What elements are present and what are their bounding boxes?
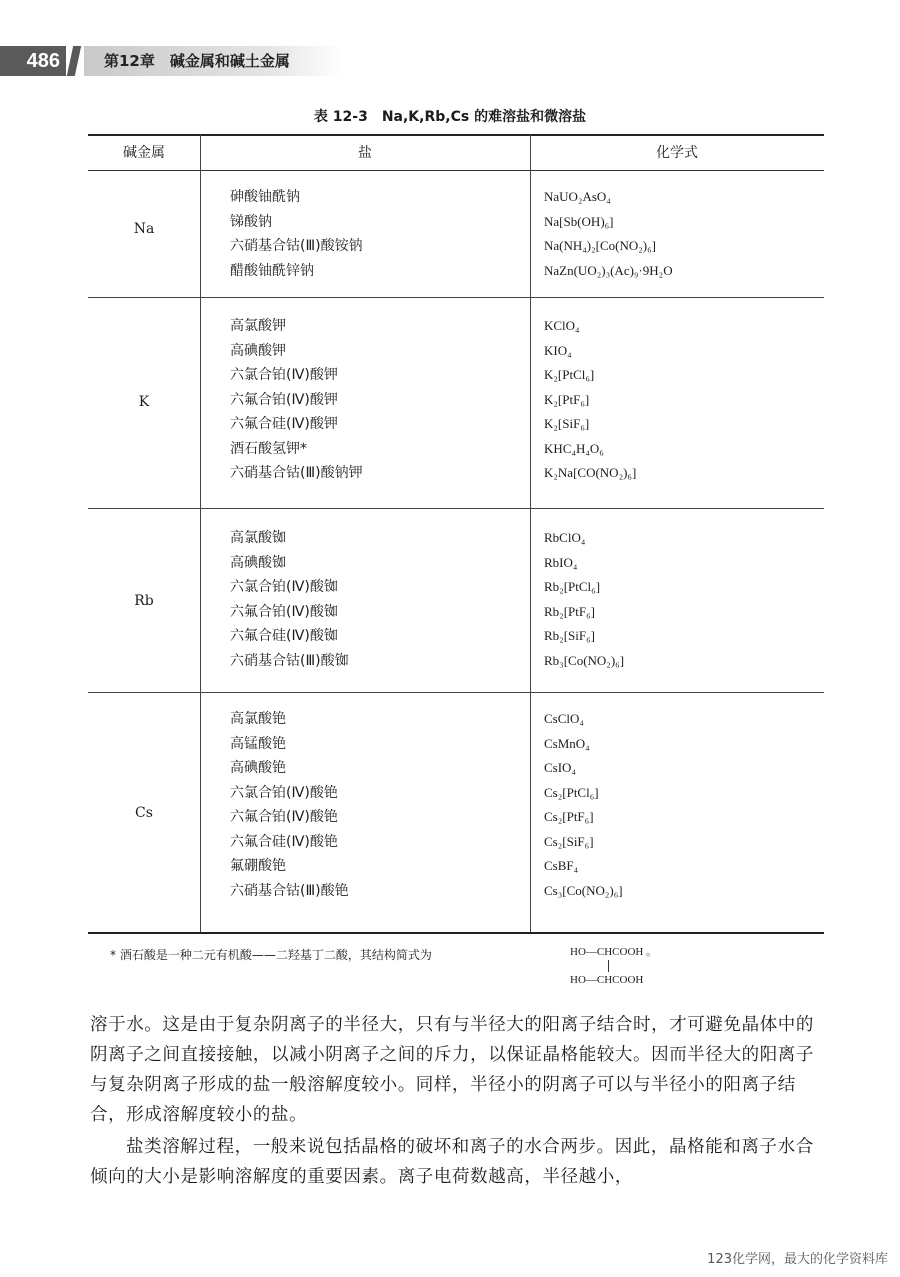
- salt-cell: 六氯合铂(Ⅳ)酸铷: [230, 579, 338, 595]
- metal-label: Rb: [134, 593, 154, 609]
- salt-cell: 氟硼酸铯: [230, 858, 286, 874]
- salt-cell: 酒石酸氢钾*: [230, 440, 307, 457]
- salt-cell: 六氯合铂(Ⅳ)酸铯: [230, 784, 338, 801]
- formula-cell: Cs₂[PtF₆]: [544, 809, 594, 824]
- header-decoration: [67, 46, 81, 76]
- table-header-row: [88, 136, 824, 170]
- formula-cell: CsBF₄: [544, 858, 579, 873]
- salt-list: [230, 314, 560, 486]
- formula-cell: KIO₄: [544, 342, 572, 358]
- salt-cell: 高碘酸铯: [230, 760, 286, 776]
- formula-cell: CsMnO₄: [544, 735, 590, 751]
- body-paragraph: 溶于水。这是由于复杂阴离子的半径大，只有与半径大的阳离子结合时，才可避免晶体中的阴离子之间直接接触，以减小阴离子之间的斥力，以保证晶格能较大。因而半径大的阳离子与复杂阴离子形成的盐一般溶解度较小。同样，半径小的阴离子可以与半径小的阳离子结合，形成溶解度较小的盐。: [90, 1015, 814, 1125]
- formula-cell: K₂[PtCl₆]: [544, 367, 595, 382]
- salt-cell: 六硝基合钴(Ⅲ)酸钠钾: [230, 465, 363, 481]
- table-caption: 表 12-3 Na,K,Rb,Cs 的难溶盐和微溶盐: [313, 109, 587, 125]
- salt-cell: 砷酸铀酰钠: [230, 189, 300, 205]
- table-footnote: * 酒石酸是一种二元有机酸——二羟基丁二酸，其结构简式为: [110, 948, 432, 962]
- col-header-salt: 盐: [358, 145, 372, 161]
- formula-cell: RbIO₄: [544, 554, 578, 570]
- page-header: [0, 38, 900, 82]
- formula-cell: CsIO₄: [544, 760, 576, 775]
- salt-cell: 高碘酸铷: [230, 554, 286, 571]
- structure-bottom-line: HO—CHCOOH: [570, 974, 644, 986]
- tartaric-acid-structure: [570, 944, 657, 988]
- page-number: 486: [0, 46, 66, 76]
- group-na: [88, 171, 824, 297]
- formula-cell: KHC₄H₄O₆: [544, 440, 604, 456]
- salt-cell: 六氟合铂(Ⅳ)酸铷: [230, 603, 338, 620]
- salt-cell: 高氯酸钾: [230, 318, 286, 334]
- salt-cell: 六氟合铂(Ⅳ)酸铯: [230, 809, 338, 825]
- salt-cell: 六硝基合钴(Ⅲ)酸铯: [230, 882, 349, 899]
- salt-cell: 六氟合硅(Ⅳ)酸铯: [230, 833, 338, 850]
- col-header-formula: 化学式: [656, 145, 698, 161]
- structure-bond: [608, 960, 609, 972]
- formula-cell: Rb₂[PtF₆]: [544, 603, 595, 619]
- salt-cell: 六氟合铂(Ⅳ)酸钾: [230, 391, 338, 408]
- salt-cell: 高锰酸铯: [230, 735, 286, 752]
- group-k: [88, 298, 824, 508]
- salt-list: [230, 185, 560, 283]
- formula-list: [544, 185, 824, 283]
- formula-cell: KClO₄: [544, 318, 580, 333]
- salt-cell: 六氯合铂(Ⅳ)酸钾: [230, 367, 338, 383]
- formula-cell: Na[Sb(OH)₆]: [544, 213, 614, 229]
- chapter-title: 第12章 碱金属和碱土金属: [104, 52, 290, 70]
- formula-cell: Na(NH₄)₂[Co(NO₂)₆]: [544, 238, 656, 253]
- formula-list: [544, 707, 824, 903]
- salt-cell: 六硝基合钴(Ⅲ)酸铷: [230, 652, 349, 669]
- table-bottom-rule: [88, 932, 824, 934]
- salt-list: [230, 526, 560, 673]
- salt-cell: 醋酸铀酰锌钠: [230, 262, 314, 279]
- metal-label: Cs: [135, 805, 153, 821]
- body-paragraph: 盐类溶解过程，一般来说包括晶格的破坏和离子的水合两步。因此，晶格能和离子水合倾向的大小是影响溶解度的重要因素。离子电荷数越高，半径越小，: [90, 1137, 814, 1187]
- formula-cell: NaUO₂AsO₄: [544, 189, 611, 204]
- salt-cell: 锑酸钠: [230, 213, 272, 230]
- metal-label: Na: [133, 221, 155, 237]
- salt-cell: 六硝基合钴(Ⅲ)酸铵钠: [230, 238, 363, 254]
- formula-cell: K₂[SiF₆]: [544, 416, 590, 431]
- formula-cell: Cs₂[PtCl₆]: [544, 784, 599, 800]
- formula-cell: K₂[PtF₆]: [544, 391, 590, 407]
- formula-list: [544, 314, 824, 486]
- formula-cell: CsClO₄: [544, 711, 584, 726]
- formula-cell: Cs₃[Co(NO₂)₆]: [544, 882, 623, 898]
- formula-cell: Rb₂[SiF₆]: [544, 628, 595, 643]
- group-cs: [88, 693, 824, 932]
- col-header-metal: 碱金属: [123, 145, 165, 161]
- formula-cell: Rb₃[Co(NO₂)₆]: [544, 652, 625, 668]
- salt-cell: 六氟合硅(Ⅳ)酸铷: [230, 628, 338, 644]
- metal-label: K: [138, 394, 150, 410]
- salt-cell: 六氟合硅(Ⅳ)酸钾: [230, 416, 338, 432]
- salt-cell: 高碘酸钾: [230, 342, 286, 359]
- formula-list: [544, 526, 824, 673]
- formula-cell: NaZn(UO₂)₃(Ac)₉·9H₂O: [544, 262, 673, 278]
- structure-top-line: HO—CHCOOH 。: [570, 946, 658, 958]
- formula-cell: Rb₂[PtCl₆]: [544, 579, 601, 594]
- group-rb: [88, 509, 824, 692]
- salt-cell: 高氯酸铯: [230, 711, 286, 727]
- formula-cell: K₂Na[CO(NO₂)₆]: [544, 465, 637, 480]
- formula-cell: RbClO₄: [544, 530, 586, 545]
- site-watermark: 123化学网，最大的化学资料库: [707, 1252, 888, 1267]
- salt-cell: 高氯酸铷: [230, 530, 286, 546]
- formula-cell: Cs₂[SiF₆]: [544, 833, 594, 849]
- salt-list: [230, 707, 560, 903]
